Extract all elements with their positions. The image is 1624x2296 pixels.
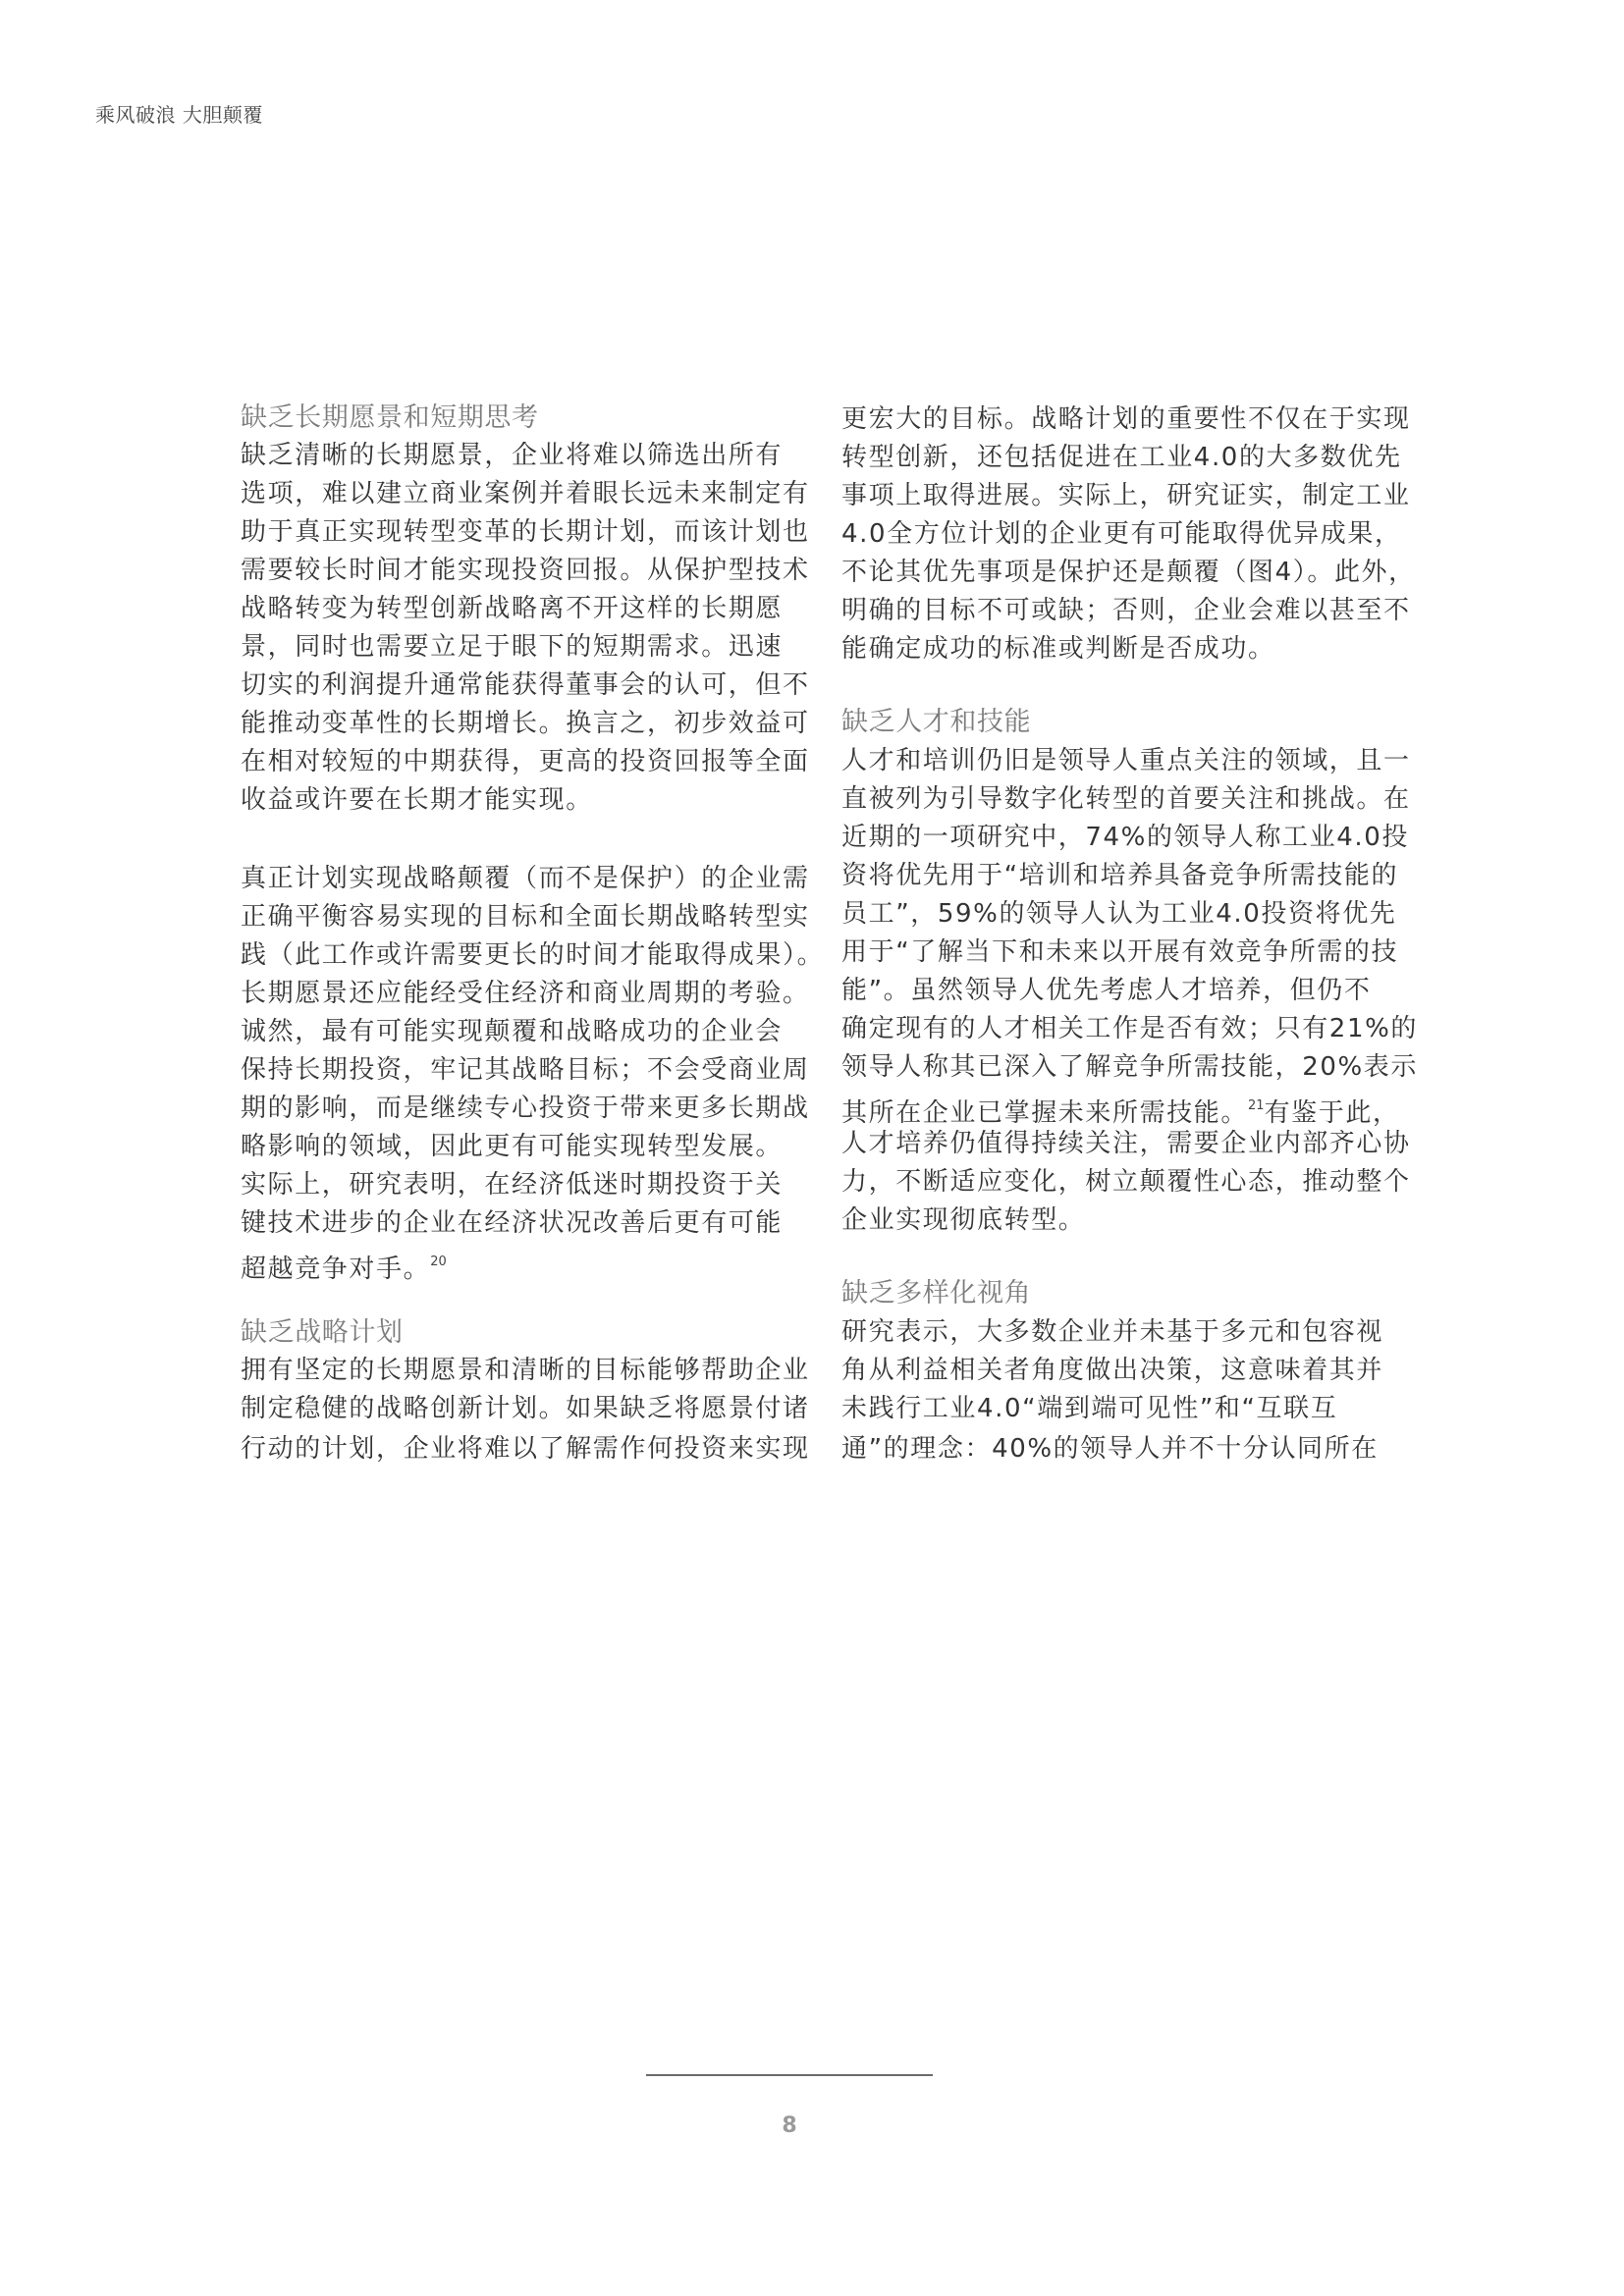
paragraph-line: 实际上，研究表明，在经济低迷时期投资于关 (241, 1170, 784, 1200)
paragraph-line: 收益或许要在长期才能实现。 (241, 785, 593, 815)
paragraph-line: 近期的一项研究中，74%的领导人称工业4.0投 (841, 823, 1409, 852)
paragraph-line: 期的影响，而是继续专心投资于带来更多长期战 (241, 1094, 810, 1123)
paragraph-line: 缺乏清晰的长期愿景，企业将难以筛选出所有 (241, 441, 784, 470)
paragraph-line: 能”。虽然领导人优先考虑人才培养，但仍不 (841, 976, 1372, 1005)
paragraph-line: 人才和培训仍旧是领导人重点关注的领域，且一 (841, 746, 1411, 775)
paragraph-line: 资将优先用于“培训和培养具备竞争所需技能的 (841, 861, 1399, 890)
paragraph-line: 键技术进步的企业在经济状况改善后更有可能 (241, 1208, 784, 1238)
paragraph-line: 制定稳健的战略创新计划。如果缺乏将愿景付诸 (241, 1394, 810, 1423)
paragraph-line: 研究表示，大多数企业并未基于多元和包容视 (841, 1317, 1384, 1347)
footnote-ref-21[interactable]: 21 (1248, 1098, 1265, 1113)
paragraph-line: 明确的目标不可或缺；否则，企业会难以甚至不 (841, 596, 1411, 625)
paragraph-line: 践（此工作或许需要更长的时间才能取得成果）。 (241, 940, 825, 970)
paragraph-line: 诚然，最有可能实现颠覆和战略成功的企业会 (241, 1017, 784, 1046)
paragraph-line (241, 1243, 447, 1289)
section-heading-long-term-vision: 缺乏长期愿景和短期思考 (241, 402, 539, 433)
paragraph-line: 转型创新，还包括促进在工业4.0的大多数优先 (841, 443, 1402, 472)
footer-divider (646, 2074, 933, 2076)
paragraph-line: 人才培养仍值得持续关注，需要企业内部齐心协 (841, 1129, 1411, 1158)
paragraph-line: 长期愿景还应能经受住经济和商业周期的考验。 (241, 979, 810, 1008)
section-heading-diverse-perspectives: 缺乏多样化视角 (841, 1278, 1032, 1308)
section-heading-talent-skills: 缺乏人才和技能 (841, 707, 1032, 737)
paragraph-line: 真正计划实现战略颠覆（而不是保护）的企业需 (241, 864, 810, 893)
paragraph-line: 需要较长时间才能实现投资回报。从保护型技术 (241, 556, 810, 585)
paragraph-line: 助于真正实现转型变革的长期计划，而该计划也 (241, 517, 810, 547)
paragraph-line: 景，同时也需要立足于眼下的短期需求。迅速 (241, 632, 784, 662)
paragraph-line: 通”的理念：40%的领导人并不十分认同所在 (841, 1434, 1379, 1464)
paragraph-line: 企业实现彻底转型。 (841, 1205, 1086, 1235)
paragraph-line: 力，不断适应变化，树立颠覆性心态，推动整个 (841, 1167, 1411, 1197)
running-header: 乘风破浪 大胆颠覆 (95, 103, 263, 127)
paragraph-line: 领导人称其已深入了解竞争所需技能，20%表示 (841, 1052, 1418, 1082)
paragraph-line: 略影响的领域，因此更有可能实现转型发展。 (241, 1132, 784, 1161)
paragraph-line: 未践行工业4.0“端到端可见性”和“互联互 (841, 1394, 1338, 1423)
paragraph-line: 用于“了解当下和未来以开展有效竞争所需的技 (841, 937, 1399, 967)
page-number: 8 (782, 2113, 797, 2138)
paragraph-line: 切实的利润提升通常能获得董事会的认可，但不 (241, 670, 810, 700)
paragraph-line: 不论其优先事项是保护还是颠覆（图4）。此外， (841, 558, 1416, 587)
paragraph-line: 战略转变为转型创新战略离不开这样的长期愿 (241, 594, 784, 623)
paragraph-line: 能确定成功的标准或判断是否成功。 (841, 634, 1275, 664)
paragraph-line: 选项，难以建立商业案例并着眼长远未来制定有 (241, 479, 810, 508)
paragraph-line-text: 其所在企业已掌握未来所需技能。 (841, 1098, 1249, 1128)
section-heading-strategic-plan: 缺乏战略计划 (241, 1317, 404, 1348)
paragraph-line: 拥有坚定的长期愿景和清晰的目标能够帮助企业 (241, 1356, 810, 1385)
paragraph-line: 行动的计划，企业将难以了解需作何投资来实现 (241, 1434, 810, 1464)
paragraph-line-text: 有鉴于此， (1264, 1098, 1400, 1128)
paragraph-line: 员工”，59%的领导人认为工业4.0投资将优先 (841, 899, 1397, 929)
paragraph-line: 更宏大的目标。战略计划的重要性不仅在于实现 (841, 404, 1411, 434)
paragraph-line: 确定现有的人才相关工作是否有效；只有21%的 (841, 1014, 1418, 1043)
paragraph-line: 保持长期投资，牢记其战略目标；不会受商业周 (241, 1055, 810, 1085)
paragraph-line: 能推动变革性的长期增长。换言之，初步效益可 (241, 709, 810, 738)
paragraph-line: 正确平衡容易实现的目标和全面长期战略转型实 (241, 902, 810, 932)
footnote-ref-20[interactable]: 20 (430, 1255, 447, 1269)
paragraph-line: 在相对较短的中期获得，更高的投资回报等全面 (241, 747, 810, 776)
paragraph-line-text: 超越竞争对手。 (241, 1255, 431, 1284)
paragraph-line: 角从利益相关者角度做出决策，这意味着其并 (841, 1356, 1384, 1385)
paragraph-line: 4.0全方位计划的企业更有可能取得优异成果， (841, 519, 1402, 549)
paragraph-line: 事项上取得进展。实际上，研究证实，制定工业 (841, 481, 1411, 510)
paragraph-line: 直被列为引导数字化转型的首要关注和挑战。在 (841, 784, 1411, 814)
